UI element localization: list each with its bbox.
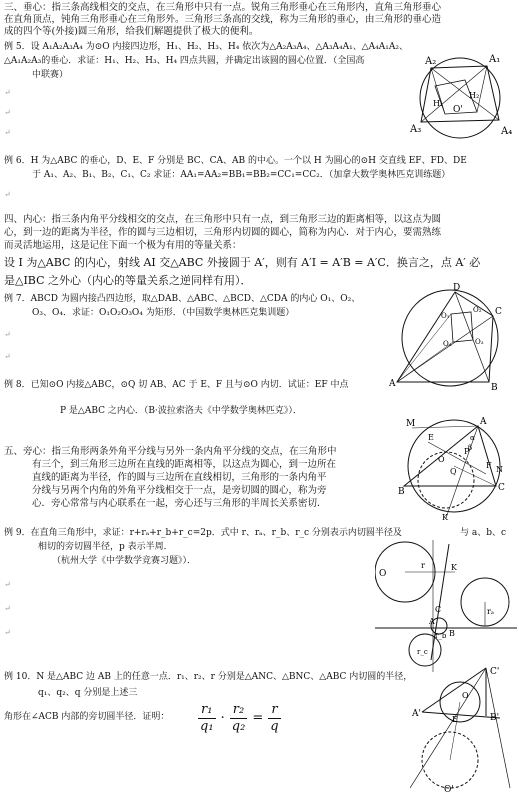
label-r: r bbox=[421, 561, 425, 570]
label-f: F bbox=[486, 461, 492, 470]
figure-10 bbox=[410, 664, 517, 794]
label-rc: r_c bbox=[417, 648, 428, 656]
section-3-heading: 三、垂心：指三条高线相交的交点，在三角形中只有一点。锐角三角形垂心在三角形内，直角三角形垂心 bbox=[4, 2, 442, 13]
label-o: O bbox=[438, 455, 445, 464]
label-n: N bbox=[496, 465, 503, 474]
section-5-text-5: 心．旁心常常与内心联系在一起，旁心还与三角形的半周长关系密切． bbox=[32, 498, 327, 509]
section-5-text-4: 分线与另两个内角的外角平分线相交于一点，是旁切圆的圆心，称为旁 bbox=[32, 485, 327, 496]
example-5-line-1: 例 5．设 A₁A₂A₃A₄ 为⊙O 内接四边形，H₁、H₂、H₃、H₄ 依次为△A₂A₃A₄、△A₃A₄A₁、△A₄A₁A₂、 bbox=[4, 42, 408, 52]
label-a2: A₂ bbox=[425, 56, 437, 67]
label-a4: A₄ bbox=[501, 126, 513, 137]
example-8-line-2: P 是△ABC 之内心．（B·波拉索洛夫《中学数学奥林匹克》）． bbox=[60, 406, 302, 416]
section-4-text-3: 而灵活地运用，这是记住下面一个极为有用的等量关系： bbox=[4, 240, 242, 251]
label-q: Q bbox=[450, 467, 457, 476]
label-h1: H₁ bbox=[433, 99, 444, 108]
incenter-property-line-2: 是△IBC 之外心（内心的等量关系之逆同样有用）． bbox=[4, 274, 252, 287]
section-3-text-2: 在直角顶点，钝角三角形垂心在三角形外。三角形三条高的交线，称为三角形的垂心，由三角形的垂心造 bbox=[4, 14, 442, 25]
section-4-text-2: 心，到一边的距离为半径，作的圆与三边相切，三角形内切圆的圆心，简称为内心．对于内心，要需熟练 bbox=[4, 227, 442, 238]
paragraph-mark: ↵ bbox=[4, 88, 11, 97]
label-o4: O₄ bbox=[443, 340, 452, 348]
label-a: A bbox=[429, 617, 435, 626]
label-o: O bbox=[462, 691, 469, 700]
example-5-line-2: △A₁A₂A₃的垂心．求证：H₁、H₂、H₃、H₄ 四点共圆，并确定出该圆的圆心位置．（全国高 bbox=[4, 56, 365, 66]
label-c-prime: C' bbox=[490, 667, 500, 677]
paragraph-mark: ↵ bbox=[4, 352, 11, 361]
label-e: E bbox=[428, 433, 434, 442]
label-a1: A₁ bbox=[489, 54, 501, 65]
label-a: A bbox=[480, 417, 487, 427]
example-10-line-3: 角形在∠ACB 内部的旁切圆半径．证明： bbox=[4, 712, 170, 722]
figure-7 bbox=[385, 282, 517, 392]
example-9-line-1: 例 9．在直角三角形中，求证：r+rₐ+r_b+r_c=2p．式中 r、rₐ、r_b、r_c 分别表示内切圆半径及 bbox=[4, 528, 402, 538]
label-o-prime: O' bbox=[444, 785, 454, 794]
label-beta: β bbox=[468, 444, 473, 452]
label-ra: rₐ bbox=[487, 607, 494, 616]
paragraph-mark: ↵ bbox=[4, 108, 11, 117]
paragraph-mark: ↵ bbox=[4, 580, 11, 589]
paragraph-mark: ↵ bbox=[4, 628, 11, 637]
label-b-prime: B' bbox=[490, 713, 500, 723]
label-p: P bbox=[464, 447, 470, 456]
label-b: B bbox=[449, 629, 455, 638]
section-5-heading: 五、旁心：指三角形两条外角平分线与另外一条内角平分线的交点，在三角形中 bbox=[4, 446, 337, 457]
label-k: K bbox=[442, 513, 448, 522]
example-9-line-1b: 与 a、b、c bbox=[460, 528, 507, 538]
label-h2: H₂ bbox=[469, 91, 480, 100]
figure-5 bbox=[405, 52, 517, 144]
example-7-line-1: 例 7．ABCD 为圆内接凸四边形，取△DAB、△ABC、△BCD、△CDA 的内心 O₁、O₂、 bbox=[4, 294, 361, 304]
example-6-line-1: 例 6．H 为△ABC 的垂心，D、E、F 分别是 BC、CA、AB 的中心。一个以 H 为圆心的⊙H 交直线 EF、FD、DE bbox=[4, 156, 467, 166]
example-8-line-1: 例 8．已知⊙O 内接△ABC，⊙Q 切 AB、AC 于 E、F 且与⊙O 内切．试证：EF 中点 bbox=[4, 380, 349, 390]
label-o: O bbox=[379, 569, 387, 579]
label-o2: O₂ bbox=[473, 306, 482, 314]
section-5-text-3: 直线的距离为半径，作的圆与三边所在直线相切，三角形的一条内角平 bbox=[32, 472, 327, 483]
label-alpha: α bbox=[470, 434, 475, 442]
label-m: M bbox=[406, 419, 416, 429]
paragraph-mark: ↵ bbox=[4, 128, 11, 137]
section-4-heading: 四、内心：指三条内角平分线相交的交点，在三角形中只有一点，到三角形三边的距离相等，以这点为圆 bbox=[4, 214, 442, 225]
label-b: B bbox=[491, 383, 498, 392]
label-rb: r_b bbox=[435, 632, 447, 640]
ratio-formula: $\frac{\text{r₁}}{\text{q₁}}$ · $\frac{\text{r₂}}{\text{q₂}}$ = $\frac{r}{q}$ bbox=[200, 702, 279, 735]
figure-8 bbox=[398, 414, 516, 522]
label-d: D bbox=[453, 283, 461, 293]
label-c: C bbox=[495, 307, 502, 317]
label-c: C bbox=[435, 605, 442, 614]
paragraph-mark: ↵ bbox=[4, 604, 11, 613]
example-7-line-2: O₃、O₄．求证：O₁O₂O₃O₄ 为矩形．（中国数学奥林匹克集训题） bbox=[32, 308, 295, 318]
label-k: K bbox=[451, 563, 457, 572]
label-e: E bbox=[452, 715, 458, 724]
label-c: C bbox=[498, 483, 505, 493]
section-5-text-2: 有三个，到三角形三边所在直线的距离相等，以这点为圆心，到一边所在 bbox=[32, 459, 337, 470]
paragraph-mark: ↵ bbox=[4, 330, 11, 339]
label-a3: A₃ bbox=[410, 124, 422, 135]
paragraph-mark: ↵ bbox=[4, 190, 11, 199]
figure-9 bbox=[375, 540, 517, 672]
example-10-line-2: q₁、q₂、q 分别是上述三 bbox=[38, 688, 138, 698]
label-b: B bbox=[398, 487, 405, 497]
label-a: A bbox=[389, 379, 396, 389]
example-9-line-2: 相切的旁切圆半径，p 表示半周． bbox=[38, 542, 173, 552]
example-9-line-3: （杭州大学《中学数学竞赛习题》）． bbox=[52, 556, 197, 566]
label-o1: O₁ bbox=[441, 312, 450, 320]
label-o: O' bbox=[453, 105, 463, 115]
label-o3: O₃ bbox=[475, 338, 484, 346]
incenter-property-line-1: 设 I 为△ABC 的内心，射线 AI 交△ABC 外接圆于 A′，则有 A′I = A′B = A′C．换言之，点 A′ 必 bbox=[4, 256, 481, 269]
example-5-line-3: 中联赛） bbox=[32, 70, 69, 80]
section-3-text-3: 成的四个等(外接)圆三角形，给我们解题提供了极大的便利。 bbox=[4, 26, 259, 37]
example-6-line-2: 于 A₁、A₂、B₁、B₂、C₁、C₂ 求证：AA₁=AA₂=BB₁=BB₂=CC₁=CC₂．（加拿大数学奥林匹克训练题） bbox=[32, 170, 451, 180]
label-a-prime: A' bbox=[412, 709, 421, 719]
example-10-line-1: 例 10．N 是△ABC 边 AB 上的任意一点．r₁、r₂、r 分别是△ANC、△BNC、△ABC 内切圆的半径， bbox=[4, 672, 413, 682]
